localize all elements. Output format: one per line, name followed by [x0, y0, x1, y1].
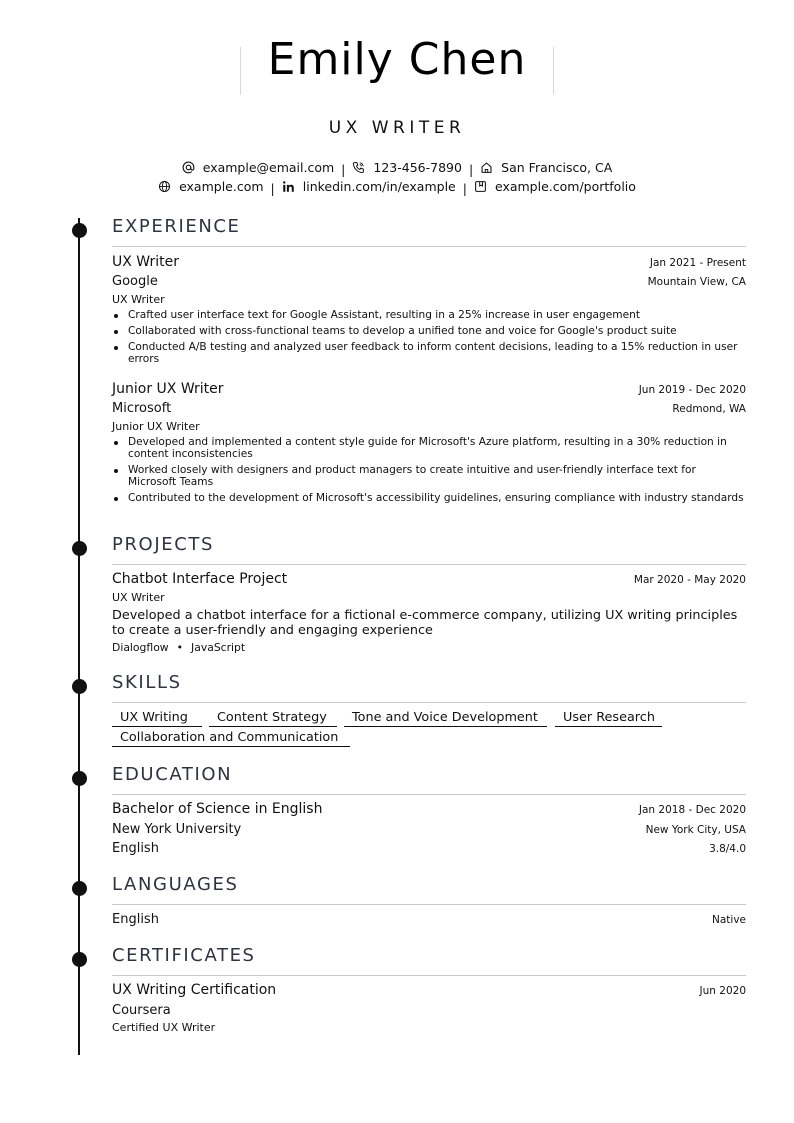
linkedin-icon	[282, 180, 295, 193]
timeline-dot-skills	[72, 679, 87, 694]
tech-separator: •	[176, 641, 184, 654]
section-divider	[112, 564, 746, 565]
section-divider	[112, 702, 746, 703]
contact-row-2	[0, 179, 794, 196]
skill-tag: Content Strategy	[209, 709, 337, 727]
section-title: PROJECTS	[112, 534, 215, 555]
contact-linkedin[interactable]	[282, 179, 456, 194]
list-item: Contributed to the development of Microsoft's accessibility guidelines, ensuring compliance with industry standards	[112, 492, 746, 504]
experience-section: EXPERIENCE UX Writer Jan 2021 - Present Google Mountain View, CA UX Writer Crafted user interface text for Google Assistant, resulting in a 25% increase in user engagement Collaborated with cross-functional teams to develop a unified tone and voice for Google's product suite Conducted A/B testing and analyzed user feedback to inform content decisions, leading to a 15% reduction in user errors Junior UX Writer Jun 2019 - Dec 2020 Microsoft Redmond, WA Junior UX Writer Developed and implemented a content style guide for Microsoft's Azure platform, resulting in a 30% reduction in content inconsistencies Worked closely with designers and product managers to create intuitive and user-friendly interface text for Microsoft Teams Contributed to the development of Microsoft's accessibility guidelines, ensuring compliance with industry standards	[112, 216, 746, 238]
list-item: Worked closely with designers and product managers to create intuitive and user-friendly interface text for Microsoft Teams	[112, 464, 746, 488]
project-description: Developed a chatbot interface for a fictional e-commerce company, utilizing UX writing principles to create a user-friendly and engaging experience	[112, 608, 738, 638]
skills-section	[112, 672, 746, 745]
section-divider	[112, 246, 746, 247]
contact-location-text: San Francisco, CA	[501, 160, 613, 175]
timeline-line	[78, 218, 80, 1055]
contact-row-1	[0, 160, 794, 177]
candidate-role: UX WRITER	[328, 118, 466, 138]
job-bullets	[112, 309, 746, 369]
at-icon	[182, 161, 195, 174]
portfolio-icon	[474, 180, 487, 193]
project-title: Chatbot Interface Project	[112, 571, 288, 587]
certificate-name: UX Writing Certification	[112, 982, 277, 998]
section-title: CERTIFICATES	[112, 945, 256, 966]
section-divider	[112, 904, 746, 905]
tech-tag: Dialogflow	[112, 641, 169, 654]
job-bullets	[112, 436, 746, 508]
timeline-dot-experience	[72, 223, 87, 238]
section-divider	[112, 975, 746, 976]
job-location: Mountain View, CA	[647, 276, 746, 288]
job-title: UX Writer	[112, 254, 180, 270]
skill-tag: User Research	[555, 709, 662, 727]
contact-email-text: example@email.com	[202, 160, 335, 175]
globe-icon	[158, 180, 171, 193]
contact-separator: |	[462, 181, 467, 196]
section-title: EXPERIENCE	[112, 216, 241, 237]
tech-tag: JavaScript	[191, 641, 246, 654]
contact-separator: |	[468, 162, 474, 177]
education-dates: Jan 2018 - Dec 2020	[638, 804, 746, 816]
contact-phone-text: 123-456-7890	[373, 160, 462, 175]
contact-email[interactable]	[182, 160, 334, 175]
job-company: Microsoft	[112, 401, 172, 416]
timeline-dot-projects	[72, 541, 87, 556]
contact-portfolio-text: example.com/portfolio	[494, 179, 636, 194]
job-dates: Jan 2021 - Present	[649, 257, 746, 269]
project-dates: Mar 2020 - May 2020	[633, 574, 746, 586]
job-company: Google	[112, 274, 158, 289]
list-item: Developed and implemented a content style guide for Microsoft's Azure platform, resulting in a 30% reduction in content inconsistencies	[112, 436, 746, 460]
languages-section	[112, 874, 746, 927]
section-title: SKILLS	[112, 672, 182, 693]
contact-separator: |	[341, 162, 346, 177]
education-section	[112, 764, 746, 856]
project-tech	[112, 641, 245, 654]
contact-portfolio[interactable]	[474, 179, 636, 194]
list-item: Crafted user interface text for Google Assistant, resulting in a 25% increase in user engagement	[112, 309, 746, 321]
contact-separator: |	[270, 181, 275, 196]
degree: Bachelor of Science in English	[112, 801, 323, 817]
list-item: Collaborated with cross-functional teams to develop a unified tone and voice for Google's product suite	[112, 325, 746, 337]
gpa: 3.8/4.0	[709, 843, 746, 855]
school: New York University	[112, 822, 242, 837]
job-dates: Jun 2019 - Dec 2020	[638, 384, 746, 396]
skill-tag: Collaboration and Communication	[112, 729, 350, 747]
home-icon	[480, 161, 493, 174]
job-title: Junior UX Writer	[112, 381, 224, 397]
timeline-dot-certificates	[72, 952, 87, 967]
job-location: Redmond, WA	[672, 403, 746, 415]
language-name: English	[112, 912, 159, 927]
contact-linkedin-text: linkedin.com/in/example	[302, 179, 456, 194]
contact-phone[interactable]	[352, 160, 462, 175]
timeline-dot-languages	[72, 881, 87, 896]
contact-website[interactable]	[158, 179, 263, 194]
certificates-section: CERTIFICATES UX Writing Certification Jun 2020 Coursera Certified UX Writer	[112, 945, 746, 1034]
candidate-name: Emily Chen	[267, 34, 527, 85]
section-divider	[112, 794, 746, 795]
skill-tag: Tone and Voice Development	[344, 709, 547, 727]
field-of-study: English	[112, 841, 159, 856]
list-item: Conducted A/B testing and analyzed user feedback to inform content decisions, leading to a 15% reduction in user errors	[112, 341, 746, 365]
timeline-dot-education	[72, 771, 87, 786]
section-title: LANGUAGES	[112, 874, 239, 895]
skill-tag: UX Writing	[112, 709, 202, 727]
contact-location	[480, 160, 612, 175]
projects-section: PROJECTS Chatbot Interface Project Mar 2020 - May 2020 UX Writer Developed a chatbot interface for a fictional e-commerce company, utilizing UX writing principles to create a user-friendly and engaging experience Dialogflow • JavaScript	[112, 534, 746, 654]
certificate-date: Jun 2020	[699, 985, 746, 997]
contact-website-text: example.com	[179, 179, 264, 194]
school-location: New York City, USA	[645, 824, 746, 836]
phone-icon	[352, 161, 365, 174]
section-title: EDUCATION	[112, 764, 233, 785]
language-level: Native	[712, 914, 746, 926]
